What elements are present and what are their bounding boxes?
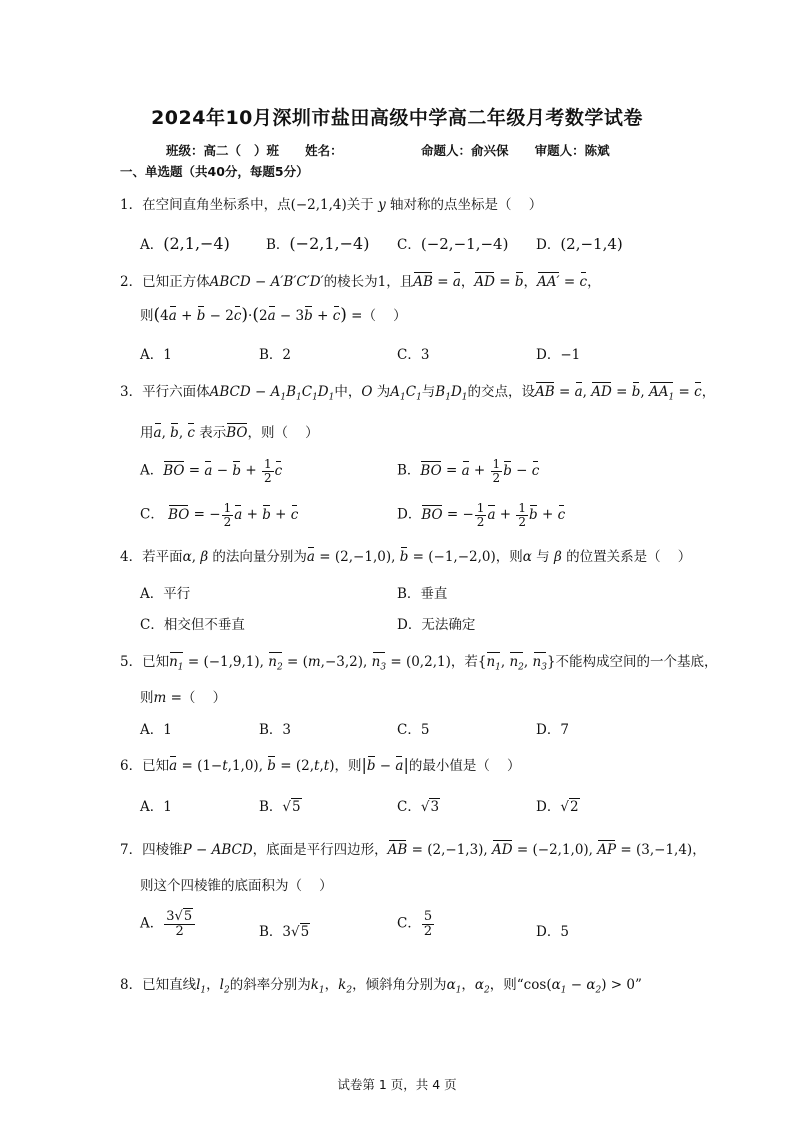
question-2: 2．已知正方体ABCD − A′B′C′D′的棱长为1，且AB = a，AD = b，AA′ = c， <box>120 274 601 290</box>
q4-option-c[interactable]: C．相交但不垂直 <box>140 617 245 633</box>
q2-option-a[interactable]: A．1 <box>140 347 172 363</box>
question-7: 7．四棱锥P − ABCD，底面是平行四边形，AB = (2,−1,3), AD = (−2,1,0), AP = (3,−1,4)， <box>120 842 706 858</box>
q5-option-c[interactable]: C．5 <box>397 722 430 738</box>
question-4: 4．若平面α, β 的法向量分别为a = (2,−1,0), b = (−1,−2,0)，则α 与 β 的位置关系是（ ） <box>120 549 692 565</box>
q4-option-d[interactable]: D．无法确定 <box>397 617 476 633</box>
q4-option-a[interactable]: A．平行 <box>140 586 191 602</box>
q6-option-a[interactable]: A．1 <box>140 799 172 815</box>
question-6: 6．已知a = (1−t,1,0), b = (2,t,t)，则|b − a|的最小值是（ ） <box>120 755 521 774</box>
exam-header-info: 班级：高二（ ）班 姓名： 命题人：俞兴保 审题人：陈斌 <box>166 143 610 158</box>
q7-option-d[interactable]: D．5 <box>536 924 569 940</box>
question-7-line-2: 则这个四棱锥的底面积为（ ） <box>140 878 333 894</box>
page-footer: 试卷第 1 页，共 4 页 <box>337 1077 457 1092</box>
q1-option-b[interactable]: B．(−2,1,−4) <box>266 234 370 253</box>
q2-option-b[interactable]: B．2 <box>259 347 292 363</box>
question-1: 1．在空间直角坐标系中，点(−2,1,4)关于 y 轴对称的点坐标是（ ） <box>120 197 543 213</box>
question-8: 8．已知直线$l_1$，$l_2$的斜率分别为$k_1$，$k_2$，倾斜角分别为$\alpha_1$，$\alpha_2$，则“$\cos(\alpha_1 - \alpha_2) > 0$” <box>120 977 642 996</box>
q7-option-a[interactable]: A． $\frac{3√5}{2}$ <box>140 910 196 938</box>
q5-option-a[interactable]: A．1 <box>140 722 172 738</box>
q3-option-a[interactable]: A．BO = a − b + $\frac{1}{2}$ c <box>140 457 283 485</box>
section-heading: 一、单选题（共40分，每题5分） <box>120 164 309 179</box>
question-5: 5．已知$n_1 = (-1,9,1)$, $n_2 = (m,-3,2)$, $n_3 = (0,2,1)$，若{$n_1$, $n_2$, $n_3$}不能构成空间的一个基底， <box>120 654 718 673</box>
question-3-line-2: 用a, b, c 表示BO，则（ ） <box>140 425 319 441</box>
q7-option-c[interactable]: C． $\frac{5}{2}$ <box>397 909 433 939</box>
q1-option-c[interactable]: C．(−2,−1,−4) <box>397 235 509 253</box>
q6-option-d[interactable]: D．√2 <box>536 799 579 815</box>
q3-option-b[interactable]: B．BO = a + $\frac{1}{2}$ b − c <box>397 457 540 485</box>
q7-option-b[interactable]: B．3√5 <box>259 924 310 940</box>
q4-option-b[interactable]: B．垂直 <box>397 586 448 602</box>
q6-option-c[interactable]: C．√3 <box>397 799 440 815</box>
q1-option-a[interactable]: A．(2,1,−4) <box>140 234 230 253</box>
question-3: 3．平行六面体ABCD − $A_1B_1C_1D_1$中，O 为$A_1C_1$与$B_1D_1$的交点，设AB = a, AD = b, $AA_1 = c$， <box>120 384 716 403</box>
question-5-line-2: 则m =（ ） <box>140 690 227 706</box>
question-2-line-2: 则(4a + b − 2c)·(2a − 3b + c) =（ ） <box>140 305 407 325</box>
q5-option-d[interactable]: D．7 <box>536 722 569 738</box>
q2-option-c[interactable]: C．3 <box>397 347 430 363</box>
q6-option-b[interactable]: B．√5 <box>259 799 301 815</box>
q3-option-c[interactable]: C． BO = − $\frac{1}{2}$ a + b + c <box>140 501 299 529</box>
q1-option-d[interactable]: D．(2,−1,4) <box>536 235 623 253</box>
q3-option-d[interactable]: D．BO = − $\frac{1}{2}$ a + $\frac{1}{2}$ b + c <box>397 501 566 529</box>
q2-option-d[interactable]: D．−1 <box>536 347 581 363</box>
q5-option-b[interactable]: B．3 <box>259 722 292 738</box>
page-title: 2024年10月深圳市盐田高级中学高二年级月考数学试卷 <box>151 107 643 129</box>
